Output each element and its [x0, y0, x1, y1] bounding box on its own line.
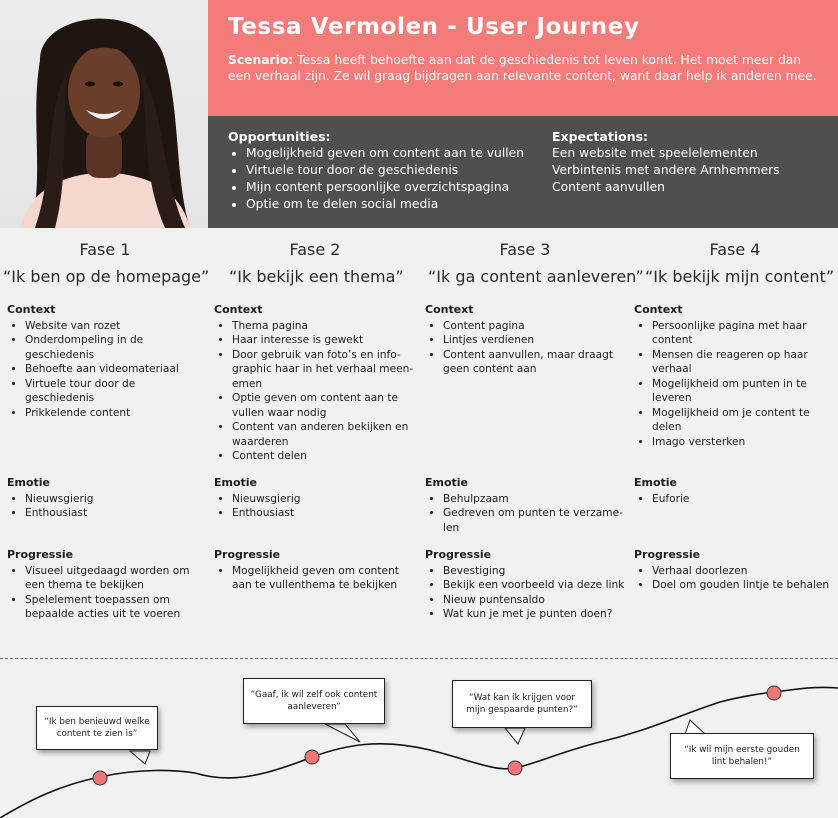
list-item: • Thema pagina	[232, 319, 414, 334]
phase-1-emotie-section	[7, 476, 207, 521]
list-item: • Wat kun je met je punten doen?	[443, 607, 625, 622]
quote-bubble-2: “Gaaf, ik wil zelf ook content aanleveren”	[243, 678, 385, 724]
quote-bubble-3: “Wat kan ik krijgen voor mijn gespaarde punten?”	[452, 680, 592, 728]
quote-bubble-1: “Ik ben benieuwd welke content te zien is”	[36, 706, 158, 750]
context-list	[425, 319, 625, 377]
context-label: Context	[425, 303, 474, 316]
phase-3-emotie-section	[425, 476, 625, 535]
context-list	[634, 319, 834, 450]
quote-bubble-4: “Ik wil mijn eerste gouden lint behalen!”	[670, 733, 814, 779]
opportunity-item: • Optie om te delen social media	[246, 196, 524, 213]
expectations-list	[552, 145, 780, 196]
emotie-list	[7, 492, 207, 521]
list-item: • Prikkelende content	[25, 406, 207, 421]
phase-3-context-section	[425, 303, 625, 377]
phase-quote: “Ik ben op de homepage”	[3, 267, 210, 286]
list-item: • Behulpzaam	[443, 492, 625, 507]
expectation-item: Een website met speelelementen	[552, 146, 758, 160]
list-item: • Doel om gouden lintje te behalen	[652, 578, 834, 593]
scenario-text	[228, 52, 818, 84]
journey-marker-1	[93, 771, 107, 785]
list-item: • Bekijk een voorbeeld via deze link	[443, 578, 625, 593]
divider-line	[0, 658, 838, 659]
list-item: • Virtuele tour door de geschiedenis	[25, 377, 207, 406]
opportunities-bar	[208, 116, 838, 228]
list-item: • Website van rozet	[25, 319, 207, 334]
phase-1-context-section	[7, 303, 207, 420]
phase-title: Fase 3	[499, 240, 551, 259]
phase-title: Fase 1	[79, 240, 131, 259]
progressie-label: Progressie	[7, 548, 74, 561]
progressie-list	[7, 564, 207, 622]
phase-4-context-section	[634, 303, 834, 449]
opportunities-section	[228, 128, 524, 213]
opportunity-item: • Mijn content persoonlijke overzichtspagina	[246, 179, 524, 196]
list-item: • Optie geven om content aan te vullen waar nodig	[232, 391, 414, 420]
list-item: • Enthousiast	[25, 506, 207, 521]
list-item: • Persoonlijke pagina met haar content	[652, 319, 834, 348]
phase-header-2	[210, 240, 420, 286]
list-item: • Enthousiast	[232, 506, 414, 521]
phase-2-progressie-section	[214, 548, 414, 593]
list-item: • Gedreven om punten te verzame-len	[443, 506, 625, 535]
expectations-title: Expectations:	[552, 129, 649, 144]
page-title: Tessa Vermolen - User Journey	[228, 14, 640, 40]
phase-4-progressie-section	[634, 548, 834, 593]
list-item: • Content pagina	[443, 319, 625, 334]
phase-header-1	[0, 240, 210, 286]
opportunity-item: • Mogelijkheid geven om content aan te vullen	[246, 145, 524, 162]
progressie-list	[425, 564, 625, 622]
context-list	[7, 319, 207, 421]
list-item: • Bevestiging	[443, 564, 625, 579]
opportunities-title: Opportunities:	[228, 129, 331, 144]
list-item: • Verhaal doorlezen	[652, 564, 834, 579]
scenario-body: Tessa heeft behoefte aan dat de geschiedenis tot leven komt. Het moet meer dan een verhaal zijn. Ze wil graag bijdragen aan relevante content, want daar help ik anderen mee.	[228, 53, 817, 83]
progressie-label: Progressie	[425, 548, 492, 561]
list-item: • Haar interesse is gewekt	[232, 333, 414, 348]
list-item: • Behoefte aan videomateriaal	[25, 362, 207, 377]
opportunity-item: • Virtuele tour door de geschiedenis	[246, 162, 524, 179]
list-item: • Lintjes verdienen	[443, 333, 625, 348]
phase-quote: “Ik ga content aanleveren”	[428, 267, 644, 286]
progressie-label: Progressie	[634, 548, 701, 561]
phase-3-progressie-section	[425, 548, 625, 622]
journey-marker-4	[767, 686, 781, 700]
emotie-list	[634, 492, 834, 507]
list-item: • Spelelement toepassen om bepaalde acties uit te voeren	[25, 593, 207, 622]
context-label: Context	[7, 303, 56, 316]
phase-quote: “Ik bekijk een thema”	[229, 267, 404, 286]
emotie-label: Emotie	[214, 476, 258, 489]
context-list	[214, 319, 414, 464]
persona-photo	[0, 0, 208, 228]
progressie-label: Progressie	[214, 548, 281, 561]
list-item: • Euforie	[652, 492, 834, 507]
phase-4-emotie-section	[634, 476, 834, 506]
phase-title: Fase 2	[289, 240, 341, 259]
list-item: • Nieuw puntensaldo	[443, 593, 625, 608]
list-item: • Imago versterken	[652, 435, 834, 450]
progressie-list	[634, 564, 834, 593]
list-item: • Visueel uitgedaagd worden om een thema te bekijken	[25, 564, 207, 593]
journey-marker-2	[305, 750, 319, 764]
bubble-tail-3	[505, 728, 525, 744]
list-item: • Content delen	[232, 449, 414, 464]
expectation-item: Content aanvullen	[552, 180, 665, 194]
bubble-tail-4	[685, 720, 705, 734]
list-item: • Door gebruik van foto’s en info-graphic haar in het verhaal meen-emen	[232, 348, 414, 392]
emotie-label: Emotie	[634, 476, 678, 489]
progressie-list	[214, 564, 414, 593]
list-item: • Mogelijkheid om je content te delen	[652, 406, 834, 435]
list-item: • Nieuwsgierig	[25, 492, 207, 507]
list-item: • Mensen die reageren op haar verhaal	[652, 348, 834, 377]
opportunities-list	[228, 145, 524, 213]
list-item: • Nieuwsgierig	[232, 492, 414, 507]
scenario-label: Scenario:	[228, 53, 294, 67]
emotie-label: Emotie	[7, 476, 51, 489]
phase-header-3	[420, 240, 644, 286]
phase-2-emotie-section	[214, 476, 414, 521]
phase-1-progressie-section	[7, 548, 207, 622]
header-banner	[208, 0, 838, 116]
phase-header-4	[630, 240, 838, 286]
list-item: • Content aanvullen, maar draagt geen content aan	[443, 348, 625, 377]
list-item: • Onderdompeling in de geschiedenis	[25, 333, 207, 362]
emotie-list	[425, 492, 625, 536]
bubble-tail-1	[130, 751, 150, 764]
phase-quote: “Ik bekijk mijn content”	[645, 267, 835, 286]
list-item: • Content van anderen bekijken en waarderen	[232, 420, 414, 449]
emotie-label: Emotie	[425, 476, 469, 489]
list-item: • Mogelijkheid om punten in te leveren	[652, 377, 834, 406]
context-label: Context	[214, 303, 263, 316]
phase-2-context-section	[214, 303, 414, 464]
journey-marker-3	[508, 761, 522, 775]
phase-title: Fase 4	[709, 240, 761, 259]
expectation-item: Verbintenis met andere Arnhemmers	[552, 163, 780, 177]
emotie-list	[214, 492, 414, 521]
bubble-tail-2	[325, 724, 360, 742]
expectations-section	[552, 128, 780, 196]
list-item: • Mogelijkheid geven om content aan te vullenthema te bekijken	[232, 564, 414, 593]
context-label: Context	[634, 303, 683, 316]
